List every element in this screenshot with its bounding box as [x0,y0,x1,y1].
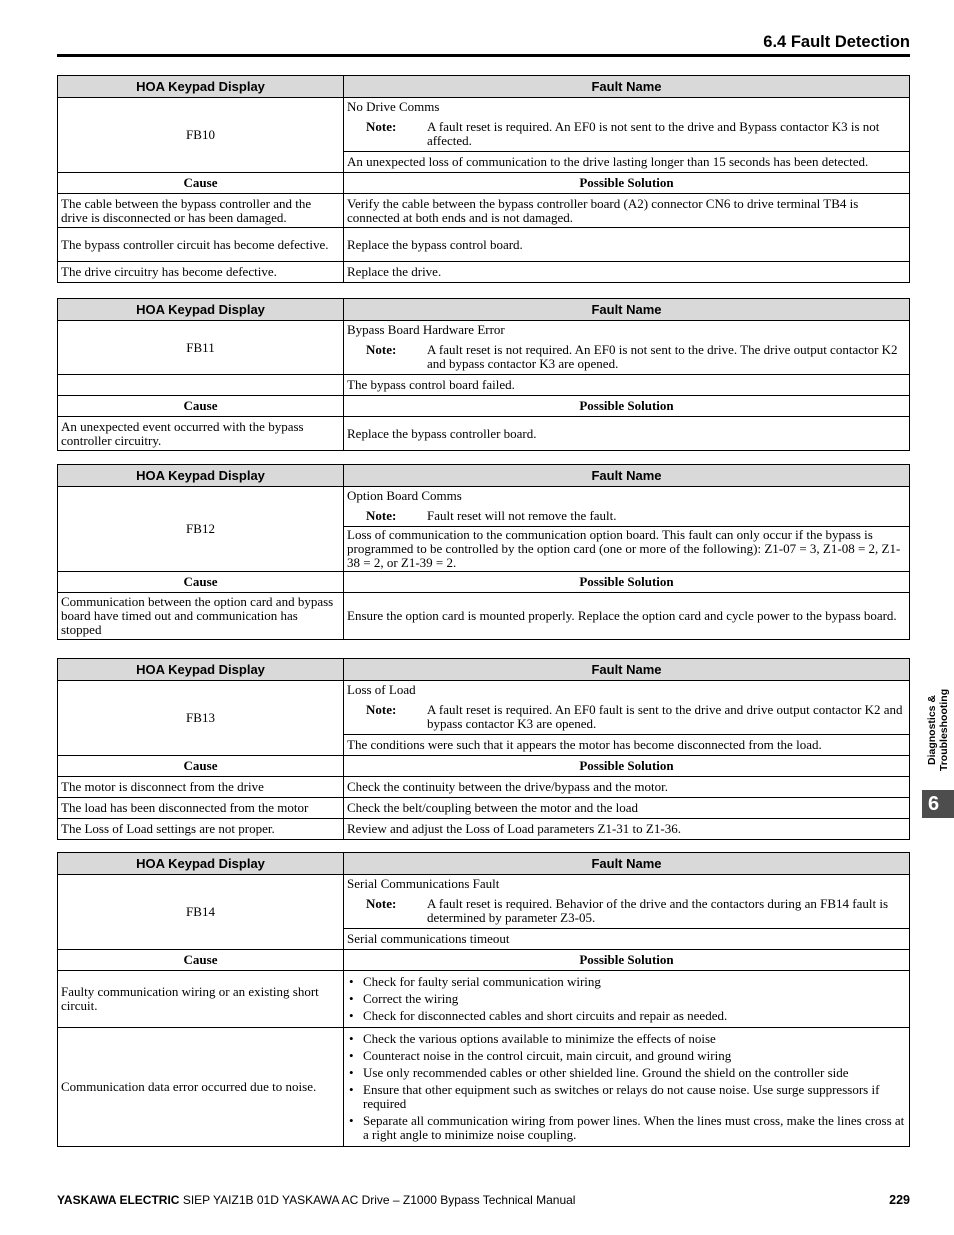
solution-list [347,975,906,1023]
page-footer [57,1193,575,1207]
solution-cell: Replace the bypass controller board. [344,417,910,451]
fault-name: Loss of Load [347,682,416,697]
solution-cell: Check the continuity between the drive/bypass and the motor. [344,777,910,798]
fault-note [347,343,906,371]
fault-description: Loss of communication to the communication option board. This fault can only occur if the bypass is programmed to be controlled by the option card (one or more of the following): Z1-07 = 3, Z1-08 = 2, Z1-38 = 2, or Z1-39 = 2. [344,527,910,572]
col-header-fault-name: Fault Name [344,465,910,487]
col-header-fault-name: Fault Name [344,299,910,321]
col-header-solution: Possible Solution [344,950,910,971]
page-number: 229 [889,1193,910,1207]
col-header-cause: Cause [58,396,344,417]
cause-cell: Communication between the option card and bypass board have timed out and communication has stopped [58,593,344,640]
fault-table-fb12 [57,464,910,640]
fault-code: FB14 [58,875,344,950]
solution-list [347,1032,906,1142]
note-text: A fault reset is required. An EF0 fault is sent to the drive and drive output contactor K2 and bypass contactor K3 are opened. [427,702,903,731]
fault-name-cell [344,681,910,735]
cause-cell: An unexpected event occurred with the bypass controller circuitry. [58,417,344,451]
col-header-solution: Possible Solution [344,396,910,417]
chapter-tab-label: Diagnostics & Troubleshooting [926,688,950,772]
cause-cell: Communication data error occurred due to noise. [58,1028,344,1147]
fault-note [347,509,906,523]
fault-table-fb13 [57,658,910,840]
footer-text: SIEP YAIZ1B 01D YASKAWA AC Drive – Z1000 Bypass Technical Manual [182,1193,576,1207]
note-text: Fault reset will not remove the fault. [427,508,617,523]
cause-cell: The load has been disconnected from the motor [58,798,344,819]
fault-note [347,703,906,731]
note-label: Note: [366,896,397,911]
fault-name: No Drive Comms [347,99,440,114]
solution-item: • Ensure that other equipment such as switches or relays do not cause noise. Use surge suppressors if required [347,1083,906,1111]
fault-description: An unexpected loss of communication to the drive lasting longer than 15 seconds has been detected. [344,152,910,173]
solution-cell: Verify the cable between the bypass controller board (A2) connector CN6 to drive terminal TB4 is connected at both ends and is not damaged. [344,194,910,228]
fault-description: Serial communications timeout [344,929,910,950]
fault-description: The conditions were such that it appears the motor has become disconnected from the load. [344,735,910,756]
solution-item: • Counteract noise in the control circuit, main circuit, and ground wiring [347,1049,906,1063]
cause-cell: The Loss of Load settings are not proper. [58,819,344,840]
fault-description: The bypass control board failed. [344,375,910,396]
col-header-fault-name: Fault Name [344,659,910,681]
fault-code: FB11 [58,321,344,375]
col-header-display: HOA Keypad Display [58,465,344,487]
col-header-cause: Cause [58,756,344,777]
fault-name-cell [344,98,910,152]
fault-name: Serial Communications Fault [347,876,500,891]
note-label: Note: [366,342,397,357]
fault-note [347,120,906,148]
note-text: A fault reset is required. Behavior of the drive and the contactors during an FB14 fault is determined by parameter Z3-05. [427,896,889,925]
fault-table-fb14 [57,852,910,1147]
solution-item: • Check for disconnected cables and short circuits and repair as needed. [347,1009,906,1023]
fault-name: Option Board Comms [347,488,462,503]
col-header-solution: Possible Solution [344,173,910,194]
col-header-cause: Cause [58,173,344,194]
note-label: Note: [366,508,397,523]
section-title: 6.4 Fault Detection [763,33,910,51]
cause-cell: The cable between the bypass controller and the drive is disconnected or has been damaged. [58,194,344,228]
cause-cell: The drive circuitry has become defective. [58,262,344,283]
solution-item: • Use only recommended cables or other shielded line. Ground the shield on the controller side [347,1066,906,1080]
col-header-solution: Possible Solution [344,756,910,777]
cause-cell: The motor is disconnect from the drive [58,777,344,798]
note-label: Note: [366,702,397,717]
fault-name-cell [344,875,910,929]
col-header-fault-name: Fault Name [344,76,910,98]
col-header-cause: Cause [58,950,344,971]
fault-code: FB12 [58,487,344,572]
fault-code: FB10 [58,98,344,173]
col-header-display: HOA Keypad Display [58,76,344,98]
cause-cell: Faulty communication wiring or an existing short circuit. [58,971,344,1028]
solution-item: • Check the various options available to minimize the effects of noise [347,1032,906,1046]
solution-cell [344,971,910,1028]
solution-item: • Correct the wiring [347,992,906,1006]
solution-cell: Replace the drive. [344,262,910,283]
chapter-number-tab[interactable]: 6 [922,790,954,818]
fault-name-cell [344,487,910,527]
chapter-side-tab[interactable] [922,684,954,776]
note-text: A fault reset is not required. An EF0 is not sent to the drive. The drive output contactor K2 and bypass contactor K3 are opened. [427,342,898,371]
cause-cell: The bypass controller circuit has become defective. [58,228,344,262]
col-header-display: HOA Keypad Display [58,299,344,321]
col-header-solution: Possible Solution [344,572,910,593]
fault-note [347,897,906,925]
solution-cell: Check the belt/coupling between the motor and the load [344,798,910,819]
solution-cell: Replace the bypass control board. [344,228,910,262]
fault-table-fb10 [57,75,910,283]
fault-table-fb11 [57,298,910,451]
col-header-display: HOA Keypad Display [58,853,344,875]
empty-cell [58,375,344,396]
fault-name: Bypass Board Hardware Error [347,322,505,337]
fault-name-cell [344,321,910,375]
solution-item: • Separate all communication wiring from power lines. When the lines must cross, make the lines cross at a right angle to minimize noise coupling. [347,1114,906,1142]
solution-item: • Check for faulty serial communication wiring [347,975,906,989]
col-header-cause: Cause [58,572,344,593]
col-header-fault-name: Fault Name [344,853,910,875]
note-label: Note: [366,119,397,134]
solution-cell: Ensure the option card is mounted properly. Replace the option card and cycle power to the bypass board. [344,593,910,640]
col-header-display: HOA Keypad Display [58,659,344,681]
solution-cell [344,1028,910,1147]
solution-cell: Review and adjust the Loss of Load parameters Z1-31 to Z1-36. [344,819,910,840]
footer-brand: YASKAWA ELECTRIC [57,1193,180,1207]
note-text: A fault reset is required. An EF0 is not sent to the drive and Bypass contactor K3 is not affected. [427,119,880,148]
fault-code: FB13 [58,681,344,756]
header-rule [57,54,910,57]
